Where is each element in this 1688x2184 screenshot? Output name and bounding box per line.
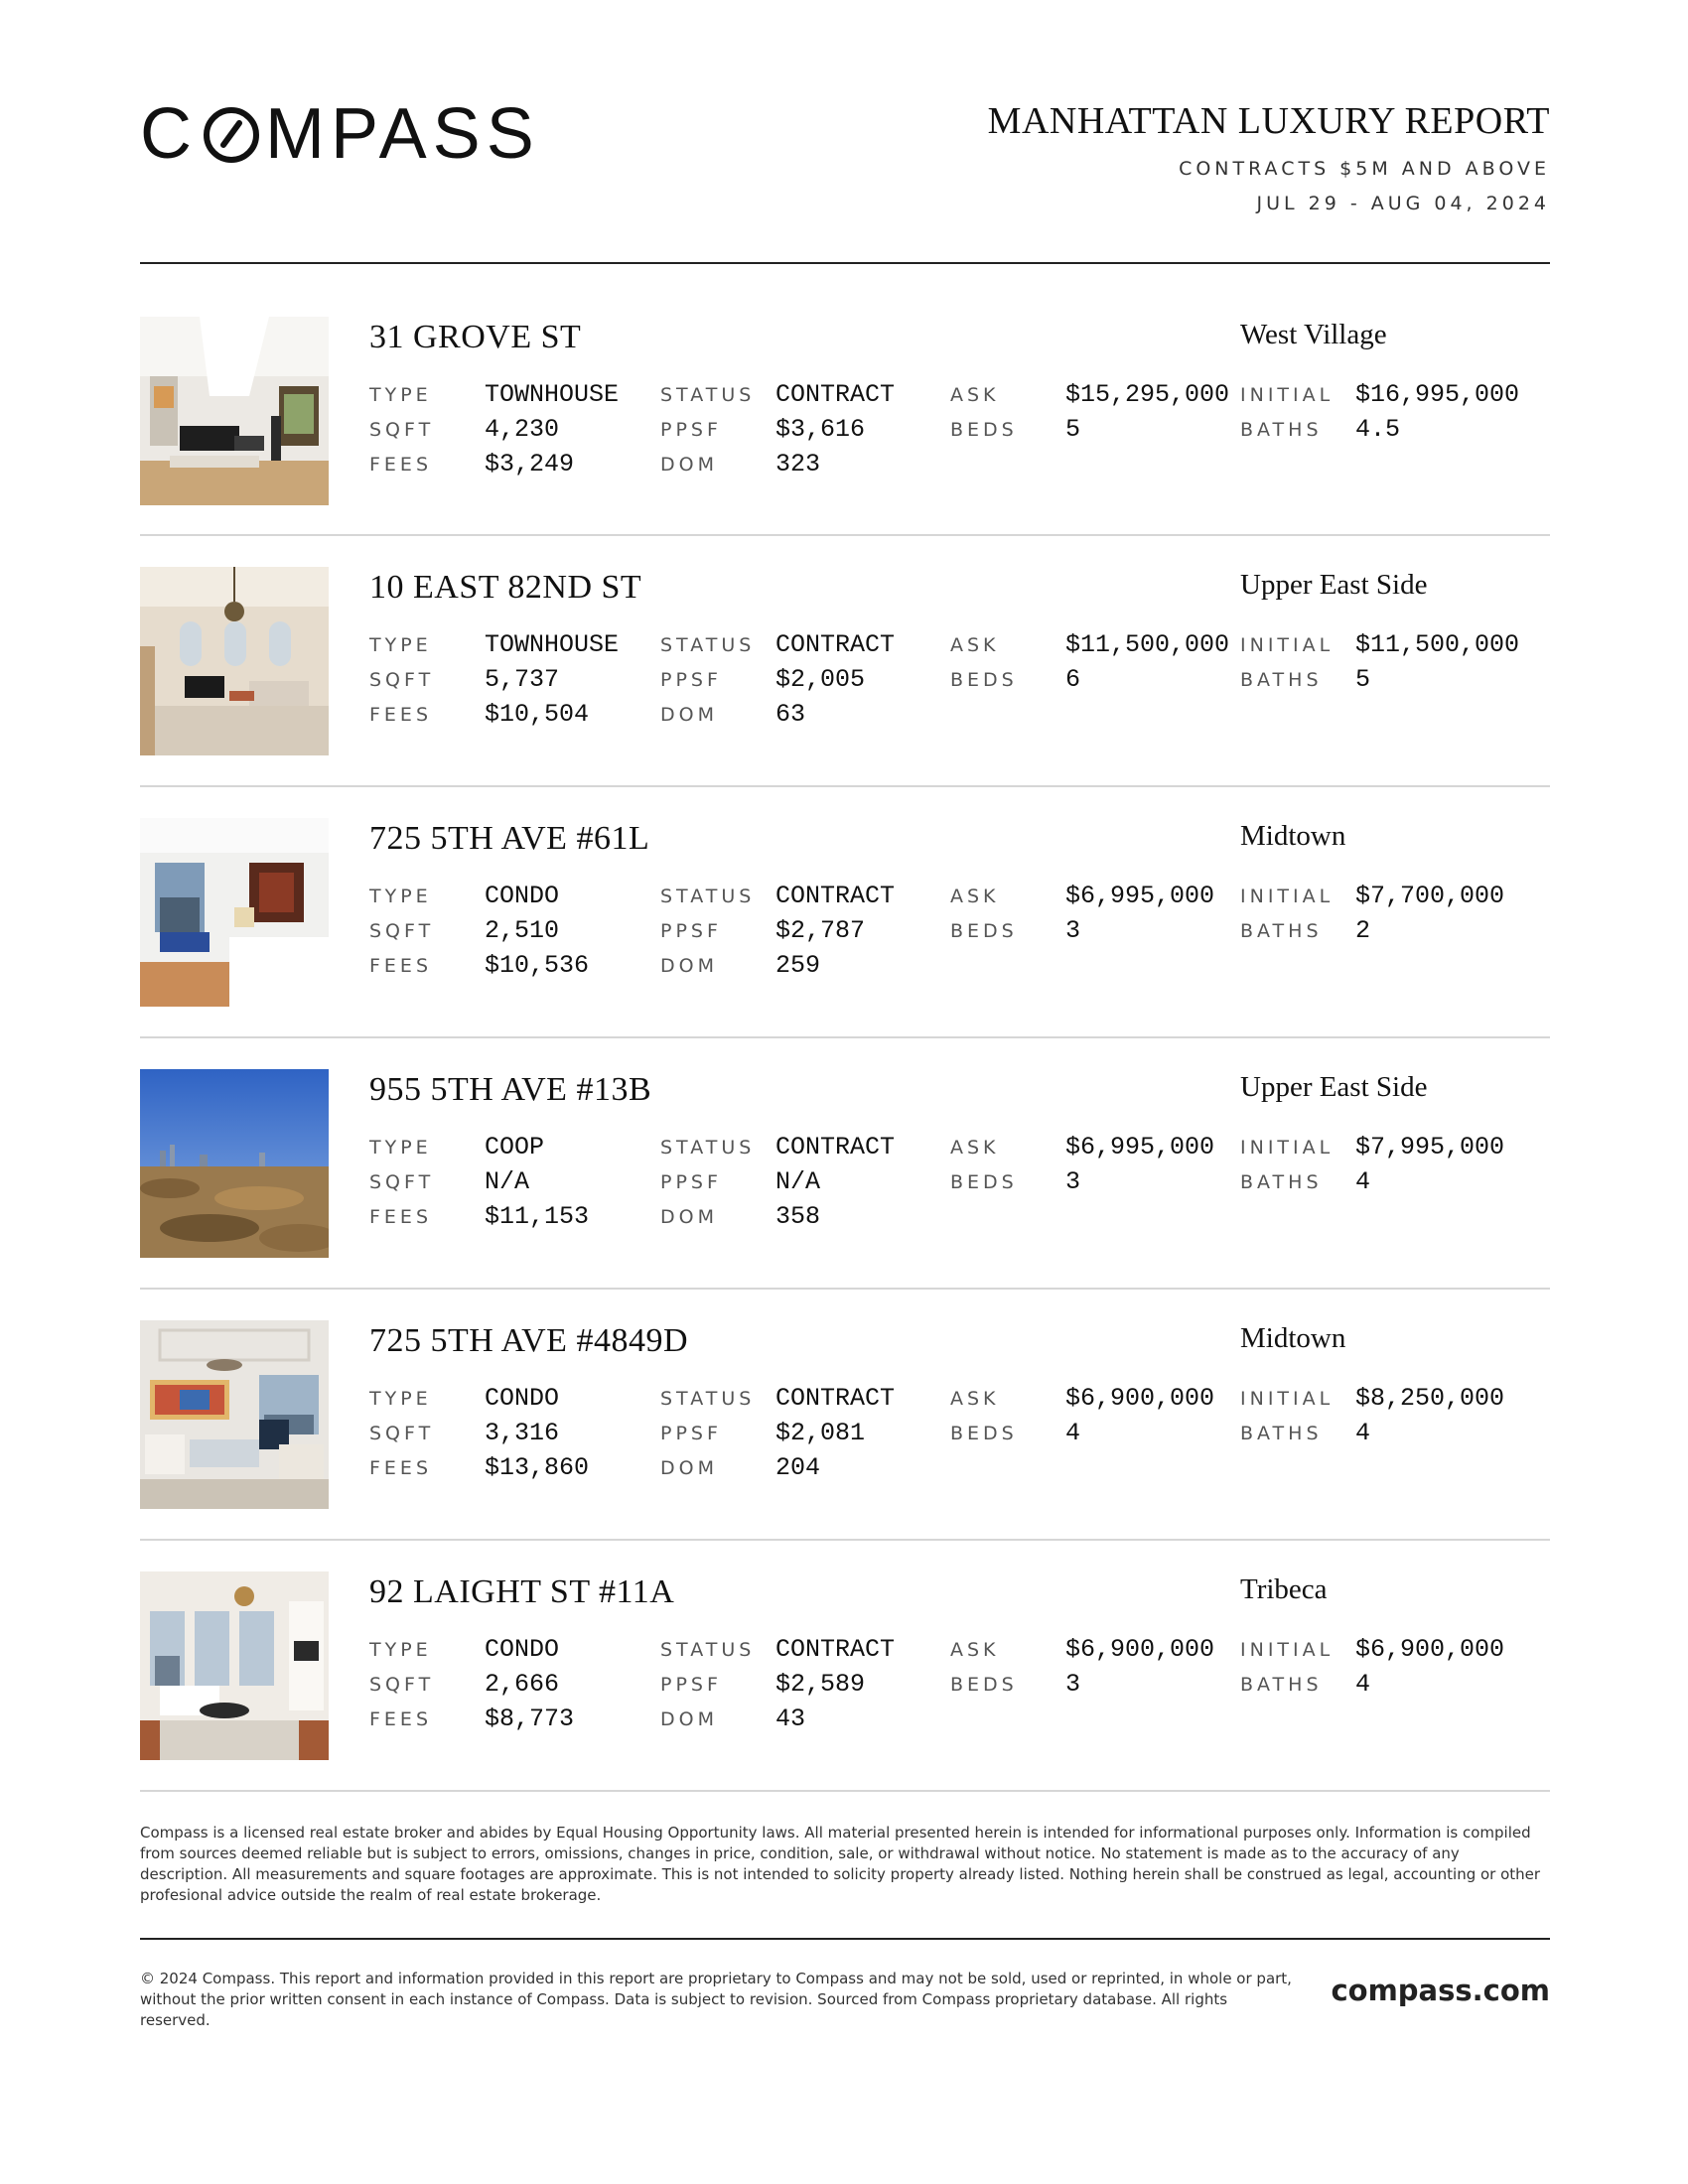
label-dom: DOM xyxy=(660,454,718,476)
value-sqft: N/A xyxy=(485,1167,530,1196)
label-initial: INITIAL xyxy=(1240,634,1335,656)
value-fees: $10,504 xyxy=(485,700,590,729)
value-baths: 5 xyxy=(1355,665,1371,694)
label-sqft: SQFT xyxy=(369,1171,435,1193)
value-baths: 4 xyxy=(1355,1419,1371,1447)
value-ask: $6,900,000 xyxy=(1065,1384,1215,1413)
label-type: TYPE xyxy=(369,1388,432,1410)
value-ppsf: $3,616 xyxy=(775,415,866,444)
label-status: STATUS xyxy=(660,384,756,406)
listing-neighborhood: Midtown xyxy=(1240,820,1346,852)
value-fees: $8,773 xyxy=(485,1705,575,1733)
listing-address: 955 5TH AVE #13B xyxy=(369,1071,652,1108)
label-ppsf: PPSF xyxy=(660,1171,722,1193)
listing-photo xyxy=(140,317,329,505)
value-initial: $8,250,000 xyxy=(1355,1384,1505,1413)
listing-divider xyxy=(140,1539,1550,1541)
value-sqft: 3,316 xyxy=(485,1419,560,1447)
value-type: CONDO xyxy=(485,1635,560,1664)
value-status: CONTRACT xyxy=(775,1133,896,1161)
label-beds: BEDS xyxy=(950,669,1018,691)
listing-photo xyxy=(140,1320,329,1509)
listing-row xyxy=(140,1571,1550,1760)
value-sqft: 2,510 xyxy=(485,916,560,945)
value-fees: $10,536 xyxy=(485,951,590,980)
label-type: TYPE xyxy=(369,1137,432,1159)
value-initial: $6,900,000 xyxy=(1355,1635,1505,1664)
value-ask: $15,295,000 xyxy=(1065,380,1230,409)
listing-address: 725 5TH AVE #4849D xyxy=(369,1322,688,1359)
legal-disclaimer: Compass is a licensed real estate broker and abides by Equal Housing Opportunity laws. All material presented herein is intended for informational purposes only. Information is compiled from sources deemed reliable but is subject to errors, omissions, changes in price, condition, sale, or withdrawal without notice. No statement is made as to the accuracy of any description. All measurements and square footages are approximate. This is not intended to solicity property already listed. Nothing herein shall be construed as legal, accounting or other profesional advice outside the realm of real estate brokerage. xyxy=(140,1824,1541,1904)
listing-divider xyxy=(140,1790,1550,1792)
value-initial: $7,995,000 xyxy=(1355,1133,1505,1161)
listing-row xyxy=(140,1320,1550,1509)
label-initial: INITIAL xyxy=(1240,1137,1335,1159)
listing-address: 31 GROVE ST xyxy=(369,319,582,355)
listing-neighborhood: Tribeca xyxy=(1240,1573,1328,1605)
label-ppsf: PPSF xyxy=(660,669,722,691)
value-ask: $11,500,000 xyxy=(1065,630,1230,659)
label-ppsf: PPSF xyxy=(660,1423,722,1444)
value-ppsf: $2,005 xyxy=(775,665,866,694)
label-beds: BEDS xyxy=(950,1423,1018,1444)
label-sqft: SQFT xyxy=(369,669,435,691)
listing-photo xyxy=(140,1069,329,1258)
label-sqft: SQFT xyxy=(369,1674,435,1696)
label-ppsf: PPSF xyxy=(660,419,722,441)
listing-divider xyxy=(140,785,1550,787)
label-ask: ASK xyxy=(950,384,1000,406)
label-type: TYPE xyxy=(369,886,432,907)
label-ask: ASK xyxy=(950,1639,1000,1661)
label-fees: FEES xyxy=(369,1708,432,1730)
label-ask: ASK xyxy=(950,1388,1000,1410)
listing-row xyxy=(140,567,1550,755)
label-initial: INITIAL xyxy=(1240,886,1335,907)
label-baths: BATHS xyxy=(1240,920,1323,942)
label-dom: DOM xyxy=(660,1206,718,1228)
value-beds: 3 xyxy=(1065,1670,1081,1699)
value-initial: $7,700,000 xyxy=(1355,882,1505,910)
label-baths: BATHS xyxy=(1240,419,1323,441)
label-status: STATUS xyxy=(660,886,756,907)
report-title: MANHATTAN LUXURY REPORT xyxy=(987,100,1550,142)
footer-divider xyxy=(140,1938,1550,1940)
label-dom: DOM xyxy=(660,1457,718,1479)
listing-neighborhood: Upper East Side xyxy=(1240,569,1428,601)
label-beds: BEDS xyxy=(950,1171,1018,1193)
label-fees: FEES xyxy=(369,704,432,726)
value-ppsf: N/A xyxy=(775,1167,821,1196)
label-ppsf: PPSF xyxy=(660,1674,722,1696)
value-type: CONDO xyxy=(485,1384,560,1413)
value-ppsf: $2,589 xyxy=(775,1670,866,1699)
compass-o-icon xyxy=(202,105,261,165)
value-type: TOWNHOUSE xyxy=(485,630,620,659)
value-fees: $3,249 xyxy=(485,450,575,478)
listing-neighborhood: Upper East Side xyxy=(1240,1071,1428,1103)
label-status: STATUS xyxy=(660,1137,756,1159)
report-heading xyxy=(988,97,1550,215)
value-dom: 358 xyxy=(775,1202,821,1231)
label-dom: DOM xyxy=(660,955,718,977)
website-link[interactable]: compass.com xyxy=(1331,1974,1550,2007)
value-status: CONTRACT xyxy=(775,380,896,409)
label-beds: BEDS xyxy=(950,419,1018,441)
label-baths: BATHS xyxy=(1240,1423,1323,1444)
value-type: TOWNHOUSE xyxy=(485,380,620,409)
label-beds: BEDS xyxy=(950,920,1018,942)
listing-divider xyxy=(140,534,1550,536)
value-ask: $6,900,000 xyxy=(1065,1635,1215,1664)
value-type: CONDO xyxy=(485,882,560,910)
listing-address: 92 LAIGHT ST #11A xyxy=(369,1573,675,1610)
label-sqft: SQFT xyxy=(369,419,435,441)
label-type: TYPE xyxy=(369,1639,432,1661)
listing-divider xyxy=(140,1036,1550,1038)
label-sqft: SQFT xyxy=(369,1423,435,1444)
label-baths: BATHS xyxy=(1240,1674,1323,1696)
label-fees: FEES xyxy=(369,1457,432,1479)
label-baths: BATHS xyxy=(1240,1171,1323,1193)
listing-row xyxy=(140,818,1550,1007)
value-dom: 63 xyxy=(775,700,806,729)
label-ask: ASK xyxy=(950,886,1000,907)
value-beds: 3 xyxy=(1065,916,1081,945)
label-status: STATUS xyxy=(660,1388,756,1410)
label-type: TYPE xyxy=(369,634,432,656)
listing-neighborhood: Midtown xyxy=(1240,1322,1346,1354)
label-fees: FEES xyxy=(369,1206,432,1228)
label-ask: ASK xyxy=(950,1137,1000,1159)
value-dom: 323 xyxy=(775,450,821,478)
value-dom: 204 xyxy=(775,1453,821,1482)
listing-address: 10 EAST 82ND ST xyxy=(369,569,642,606)
value-beds: 5 xyxy=(1065,415,1081,444)
value-type: COOP xyxy=(485,1133,545,1161)
value-initial: $16,995,000 xyxy=(1355,380,1520,409)
report-subtitle: CONTRACTS $5M AND ABOVE xyxy=(1179,158,1550,180)
label-initial: INITIAL xyxy=(1240,384,1335,406)
listing-photo xyxy=(140,818,329,1007)
value-ppsf: $2,081 xyxy=(775,1419,866,1447)
listing-divider xyxy=(140,1288,1550,1290)
value-fees: $11,153 xyxy=(485,1202,590,1231)
value-dom: 43 xyxy=(775,1705,806,1733)
value-sqft: 2,666 xyxy=(485,1670,560,1699)
copyright-notice: © 2024 Compass. This report and information provided in this report are proprietary to Compass and may not be sold, used or reprinted, in whole or part, without the prior written consent in each instance of Compass. Data is subject to revision. Sourced from Compass proprietary database. All rights reserved. xyxy=(140,1970,1292,2029)
header-divider xyxy=(140,262,1550,264)
label-ask: ASK xyxy=(950,634,1000,656)
label-beds: BEDS xyxy=(950,1674,1018,1696)
listing-neighborhood: West Village xyxy=(1240,319,1387,350)
value-baths: 4 xyxy=(1355,1167,1371,1196)
value-ask: $6,995,000 xyxy=(1065,882,1215,910)
value-ask: $6,995,000 xyxy=(1065,1133,1215,1161)
compass-logo xyxy=(140,94,540,174)
value-beds: 3 xyxy=(1065,1167,1081,1196)
label-ppsf: PPSF xyxy=(660,920,722,942)
value-beds: 4 xyxy=(1065,1419,1081,1447)
label-fees: FEES xyxy=(369,454,432,476)
listing-photo xyxy=(140,567,329,755)
logo-wordmark: C MPASS xyxy=(140,94,540,174)
label-status: STATUS xyxy=(660,634,756,656)
value-beds: 6 xyxy=(1065,665,1081,694)
value-sqft: 4,230 xyxy=(485,415,560,444)
value-initial: $11,500,000 xyxy=(1355,630,1520,659)
listing-photo xyxy=(140,1571,329,1760)
value-baths: 4.5 xyxy=(1355,415,1401,444)
report-page xyxy=(140,0,1550,2184)
value-status: CONTRACT xyxy=(775,1635,896,1664)
value-fees: $13,860 xyxy=(485,1453,590,1482)
value-dom: 259 xyxy=(775,951,821,980)
report-date-range: JUL 29 - AUG 04, 2024 xyxy=(1256,193,1550,214)
value-baths: 4 xyxy=(1355,1670,1371,1699)
value-status: CONTRACT xyxy=(775,1384,896,1413)
label-dom: DOM xyxy=(660,704,718,726)
value-sqft: 5,737 xyxy=(485,665,560,694)
value-status: CONTRACT xyxy=(775,630,896,659)
listing-row xyxy=(140,317,1550,505)
label-initial: INITIAL xyxy=(1240,1388,1335,1410)
label-dom: DOM xyxy=(660,1708,718,1730)
listing-row xyxy=(140,1069,1550,1258)
value-baths: 2 xyxy=(1355,916,1371,945)
value-ppsf: $2,787 xyxy=(775,916,866,945)
label-baths: BATHS xyxy=(1240,669,1323,691)
label-fees: FEES xyxy=(369,955,432,977)
label-type: TYPE xyxy=(369,384,432,406)
label-status: STATUS xyxy=(660,1639,756,1661)
label-sqft: SQFT xyxy=(369,920,435,942)
value-status: CONTRACT xyxy=(775,882,896,910)
listing-address: 725 5TH AVE #61L xyxy=(369,820,650,857)
label-initial: INITIAL xyxy=(1240,1639,1335,1661)
